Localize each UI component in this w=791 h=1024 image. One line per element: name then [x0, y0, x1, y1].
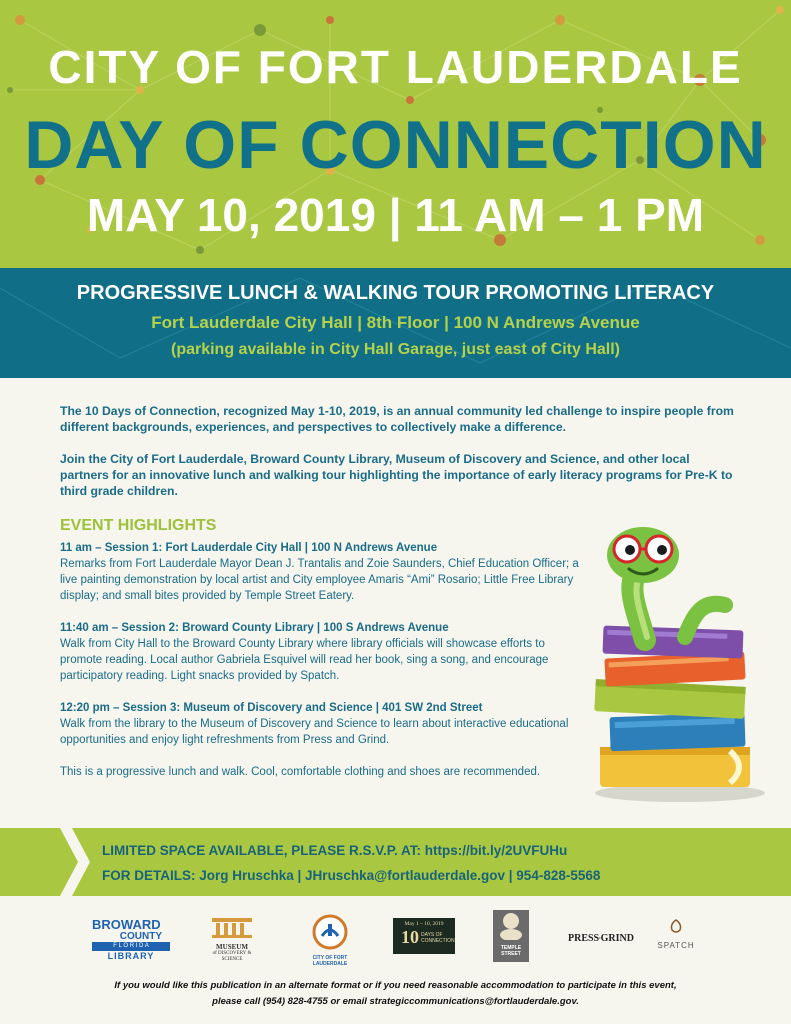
event-title: DAY OF CONNECTION [24, 107, 767, 183]
intro-text [60, 403, 735, 515]
hero-header [0, 0, 791, 268]
subtitle-band [0, 268, 791, 378]
broward-library-logo [92, 918, 170, 964]
intro-paragraph-1: The 10 Days of Connection, recognized May 1-10, 2019, is an annual community led challenge to inspire people from different backgrounds, experiences, and perspectives to collectively make a difference. [60, 404, 734, 434]
press-word: PRESS [568, 932, 600, 944]
session-heading: 11 am – Session 1: Fort Lauderdale City Hall | 100 N Andrews Avenue [60, 542, 438, 554]
footer-line-1: If you would like this publication in an alternate format or if you need reasonable accommodation to participate in this event, [114, 980, 677, 991]
event-location: Fort Lauderdale City Hall | 8th Floor | 100 N Andrews Avenue [151, 313, 640, 332]
session-text: Walk from the library to the Museum of Discovery and Science to learn about interactive educational opportunities and enjoy light refreshments from Press and Grind. [60, 718, 569, 746]
ten-days-number: 10 [401, 927, 419, 947]
ten-days-row [393, 927, 455, 948]
temple-street-logo [493, 910, 529, 962]
city-title: CITY OF FORT LAUDERDALE [48, 41, 743, 93]
parking-note: (parking available in City Hall Garage, just east of City Hall) [170, 341, 620, 358]
press-grind-logo [568, 928, 634, 948]
city-seal-text: CITY OF FORT LAUDERDALE [312, 955, 348, 967]
ten-days-dates: May 1 – 10, 2019 [404, 921, 444, 927]
county-word: COUNTY [119, 931, 162, 942]
temple-street-text: TEMPLE STREET [500, 945, 522, 957]
museum-word: MUSEUM [216, 943, 248, 951]
contact-details[interactable]: FOR DETAILS: Jorg Hruschka | JHruschka@fortlauderdale.gov | 954-828-5568 [102, 868, 601, 883]
rsvp-band [0, 828, 791, 896]
museum-logo [208, 916, 256, 964]
bookworm-illustration [585, 525, 770, 805]
partner-logos [0, 906, 791, 966]
broward-word: BROWARD [92, 917, 161, 932]
library-word: LIBRARY [107, 951, 155, 961]
spatch-word: SPATCH [657, 941, 695, 950]
chevron-right-icon [60, 828, 90, 896]
ten-days-text: DAYS OF CONNECTION [421, 931, 455, 944]
florida-word: F L O R I D A [92, 942, 170, 951]
city-seal-logo [300, 914, 360, 967]
closing-note: This is a progressive lunch and walk. Cool, comfortable clothing and shoes are recommended. [60, 766, 541, 778]
highlights-heading: EVENT HIGHLIGHTS [60, 517, 217, 534]
event-date: MAY 10, 2019 | 11 AM – 1 PM [86, 189, 705, 241]
grind-word: GRIND [600, 932, 634, 944]
session-heading: 12:20 pm – Session 3: Museum of Discovery and Science | 401 SW 2nd Street [60, 702, 483, 714]
chicken-icon [668, 918, 684, 936]
sessions-list [60, 540, 580, 780]
session-text: Walk from City Hall to the Broward County Library where library officials will showcase efforts to promote reading. Local author Gabriela Esquivel will read her book, sing a song, and encourage participatory reading. Light snacks provided by Spatch. [60, 638, 549, 682]
session-3 [60, 700, 580, 748]
accessibility-footer [0, 978, 791, 1010]
footer-line-2: please call (954) 828-4755 or email strategiccommunications@fortlauderdale.gov. [212, 996, 579, 1007]
buddha-icon [498, 910, 524, 940]
rsvp-link[interactable]: LIMITED SPACE AVAILABLE, PLEASE R.S.V.P. AT: https://bit.ly/2UVFUHu [102, 843, 568, 858]
session-1 [60, 540, 580, 604]
event-subtitle: PROGRESSIVE LUNCH & WALKING TOUR PROMOTING LITERACY [76, 282, 715, 304]
intro-paragraph-2: Join the City of Fort Lauderdale, Broward County Library, Museum of Discovery and Science, and other local partners for an innovative lunch and walking tour highlighting the importance of early literacy programs for Pre-K to third grade children. [60, 452, 733, 498]
session-heading: 11:40 am – Session 2: Broward County Library | 100 S Andrews Avenue [60, 622, 449, 634]
city-seal-icon [312, 914, 348, 950]
spatch-logo [654, 918, 698, 962]
ten-days-logo [393, 918, 455, 954]
session-2 [60, 620, 580, 684]
session-text: Remarks from Fort Lauderdale Mayor Dean J. Trantalis and Zoie Saunders, Chief Education Officer; a live painting demonstration by local artist and City employee Amaris “Ami” Rosario; Little Free Library display; and small bites provided by Temple Street Eatery. [60, 558, 579, 602]
museum-sub: of DISCOVERY & SCIENCE [212, 951, 252, 962]
columns-icon [210, 916, 254, 938]
